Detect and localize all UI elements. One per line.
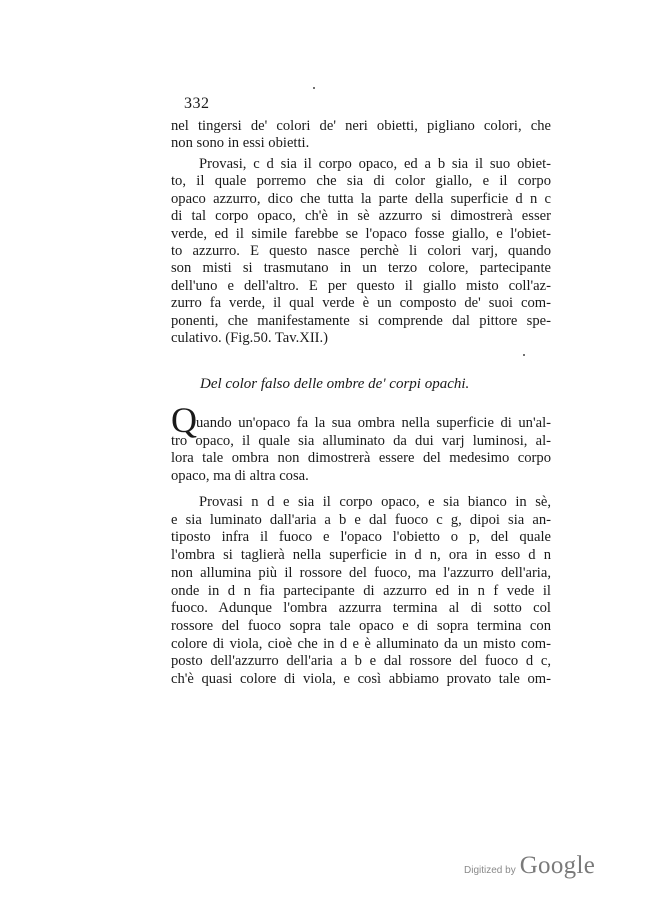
text-line: uando un'opaco fa la sua ombra nella superficie di un'al- <box>196 415 551 431</box>
text-line: non allumina più il rossore del fuoco, ma l'azzurro dell'aria, <box>171 564 551 581</box>
text-line: culativo. (Fig.50. Tav.XII.) <box>171 330 329 346</box>
text-line: posto dell'azzurro dell'aria a b e dal rossore del fuoco d c, <box>171 653 551 670</box>
text-line: to, il quale porremo che sia di color giallo, e il corpo <box>171 173 551 190</box>
page-number: 332 <box>184 95 210 112</box>
digitized-watermark <box>464 852 595 880</box>
text-line: ch'è quasi colore di viola, e così abbiamo provato tale om- <box>171 671 551 687</box>
text-line: fuoco. Adunque l'ombra azzurra termina al di sotto col <box>171 600 551 617</box>
text-line: lora tale ombra non dimostrerà essere del medesimo corpo <box>171 450 551 467</box>
text-line: l'ombra si taglierà nella superficie in d n, ora in esso d n <box>171 547 551 564</box>
text-line: nel tingersi de' colori de' neri obietti, pigliano colori, che <box>171 118 551 134</box>
text-line: non sono in essi obietti. <box>171 135 310 152</box>
text-line: to azzurro. E questo nasce perchè li colori varj, quando <box>171 243 551 259</box>
text-line: colore di viola, cioè che in d e è alluminato da un misto com- <box>171 635 551 652</box>
section-heading: Del color falso delle ombre de' corpi opachi. <box>200 376 470 392</box>
text-line: son misti si trasmutano in un terzo colore, partecipante <box>171 260 551 277</box>
google-logo: Google <box>519 852 596 879</box>
text-line: dell'uno e dell'altro. E per questo il giallo misto coll'az- <box>171 277 551 294</box>
text-line: di tal corpo opaco, ch'è in sè azzurro si dimostrerà esser <box>171 208 551 225</box>
text-line: tiposto infra il fuoco e l'opaco l'obietto o p, del quale <box>171 529 551 546</box>
text-line: opaco azzurro, dico che tutta la parte della superficie d n c <box>171 190 551 207</box>
text-line: zurro fa verde, il qual verde è un composto de' suoi com- <box>171 295 551 312</box>
text-line: opaco, ma di altra cosa. <box>171 468 309 485</box>
text-line: e sia luminato dall'aria a b e dal fuoco c g, dipoi sia an- <box>171 511 551 528</box>
text-line: verde, ed il simile farebbe se l'opaco fosse giallo, e l'obiet- <box>171 225 551 242</box>
drop-cap: Q <box>171 400 197 440</box>
text-line: tro opaco, il quale sia alluminato da dui varj luminosi, al- <box>171 432 551 449</box>
text-line: rossore del fuoco sopra tale opaco e di sopra termina con <box>171 617 551 634</box>
text-line: Provasi n d e sia il corpo opaco, e sia bianco in sè, <box>199 494 551 510</box>
digitized-label: Digitized by <box>464 865 516 876</box>
ink-speck <box>523 354 525 356</box>
text-line: Provasi, c d sia il corpo opaco, ed a b sia il suo obiet- <box>199 156 551 172</box>
ink-speck <box>313 87 315 89</box>
text-line: onde in d n fia partecipante di azzurro ed in n f vede il <box>171 582 551 599</box>
text-line: ponenti, che manifestamente si comprende dal pittore spe- <box>171 312 551 329</box>
